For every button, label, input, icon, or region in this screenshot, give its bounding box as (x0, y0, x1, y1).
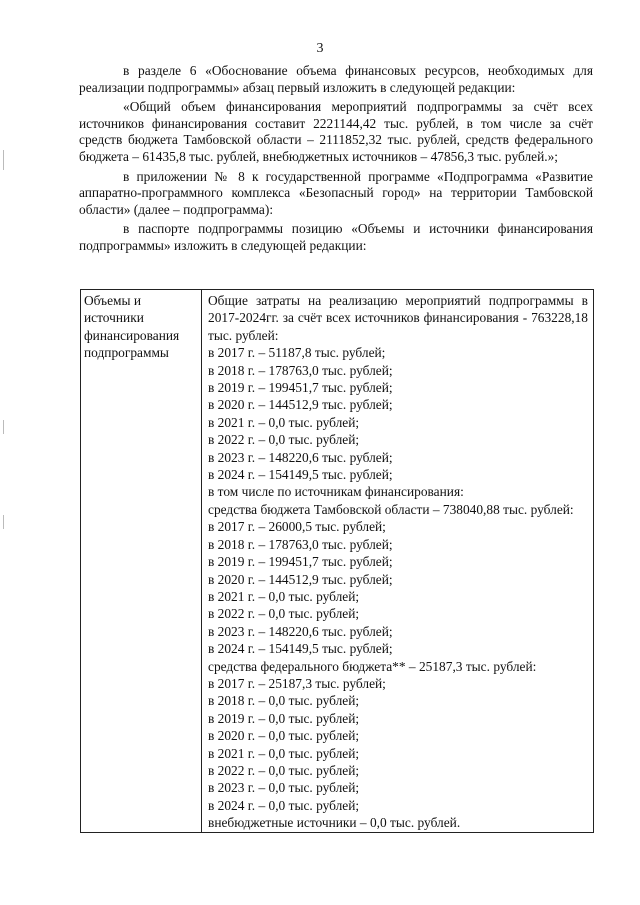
paragraph: в разделе 6 «Обоснование объема финансовых ресурсов, необходимых для реализации подпрограммы» абзац первый изложить в следующей редакции: (79, 63, 593, 95)
scan-edge-mark (3, 515, 4, 529)
sources-heading: в том числе по источникам финансирования: (208, 484, 464, 500)
table-label-cell: Объемы и источники финансирования подпрограммы (81, 290, 202, 833)
list-item: в 2019 г. – 0,0 тыс. рублей; (208, 710, 360, 726)
list-item: в 2018 г. – 0,0 тыс. рублей; (208, 693, 360, 709)
paragraph: «Общий объем финансирования мероприятий подпрограммы за счёт всех источников финансирования составит 2221144,42 тыс. рублей, в том числе за счёт средств бюджета Тамбовской области – 2111852,32 тыс. рублей, средств федерального бюджета – 61435,8 тыс. рублей, внебюджетных источников – 47856,3 тыс. рублей.»; (79, 99, 593, 164)
list-item: в 2022 г. – 0,0 тыс. рублей; (208, 762, 360, 778)
list-item: в 2021 г. – 0,0 тыс. рублей; (208, 588, 360, 604)
list-item: в 2023 г. – 148220,6 тыс. рублей; (208, 449, 393, 465)
list-item: в 2017 г. – 25187,3 тыс. рублей; (208, 675, 386, 691)
paragraph: в паспорте подпрограммы позицию «Объемы и источники финансирования подпрограммы» изложить в следующей редакции: (79, 221, 593, 253)
scan-edge-mark (3, 150, 4, 170)
list-item: в 2021 г. – 0,0 тыс. рублей; (208, 745, 360, 761)
list-item: в 2024 г. – 0,0 тыс. рублей; (208, 797, 360, 813)
table-value-cell (202, 290, 594, 833)
list-item: в 2019 г. – 199451,7 тыс. рублей; (208, 554, 393, 570)
list-item: в 2018 г. – 178763,0 тыс. рублей; (208, 362, 393, 378)
table-row (81, 290, 594, 833)
list-item: в 2017 г. – 26000,5 тыс. рублей; (208, 519, 386, 535)
list-item: в 2018 г. – 178763,0 тыс. рублей; (208, 536, 393, 552)
list-item: в 2019 г. – 199451,7 тыс. рублей; (208, 380, 393, 396)
scan-edge-mark (3, 420, 4, 434)
list-item: в 2020 г. – 0,0 тыс. рублей; (208, 728, 360, 744)
list-item: в 2024 г. – 154149,5 тыс. рублей; (208, 641, 393, 657)
list-item: в 2020 г. – 144512,9 тыс. рублей; (208, 571, 393, 587)
list-item: в 2020 г. – 144512,9 тыс. рублей; (208, 397, 393, 413)
list-item: в 2017 г. – 51187,8 тыс. рублей; (208, 345, 386, 361)
list-item: в 2024 г. – 154149,5 тыс. рублей; (208, 467, 393, 483)
list-item: в 2022 г. – 0,0 тыс. рублей; (208, 606, 360, 622)
regional-heading: средства бюджета Тамбовской области – 738040,88 тыс. рублей: (208, 501, 574, 517)
body-text (79, 63, 593, 258)
extrabudget-line: внебюджетные источники – 0,0 тыс. рублей. (208, 815, 461, 831)
paragraph: в приложении № 8 к государственной программе «Подпрограмма «Развитие аппаратно-программного комплекса «Безопасный город» на территории Тамбовской области» (далее – подпрограмма): (79, 168, 593, 217)
list-item: в 2021 г. – 0,0 тыс. рублей; (208, 414, 360, 430)
page-number: 3 (316, 41, 324, 56)
list-item: в 2023 г. – 148220,6 тыс. рублей; (208, 623, 393, 639)
federal-heading: средства федерального бюджета** – 25187,3 тыс. рублей: (208, 658, 537, 674)
list-item: в 2023 г. – 0,0 тыс. рублей; (208, 780, 360, 796)
intro-line: Общие затраты на реализацию мероприятий подпрограммы в 2017-2024гг. за счёт всех источников финансирования - 763228,18 тыс. рублей: (208, 293, 588, 343)
financing-table (80, 289, 594, 833)
list-item: в 2022 г. – 0,0 тыс. рублей; (208, 432, 360, 448)
